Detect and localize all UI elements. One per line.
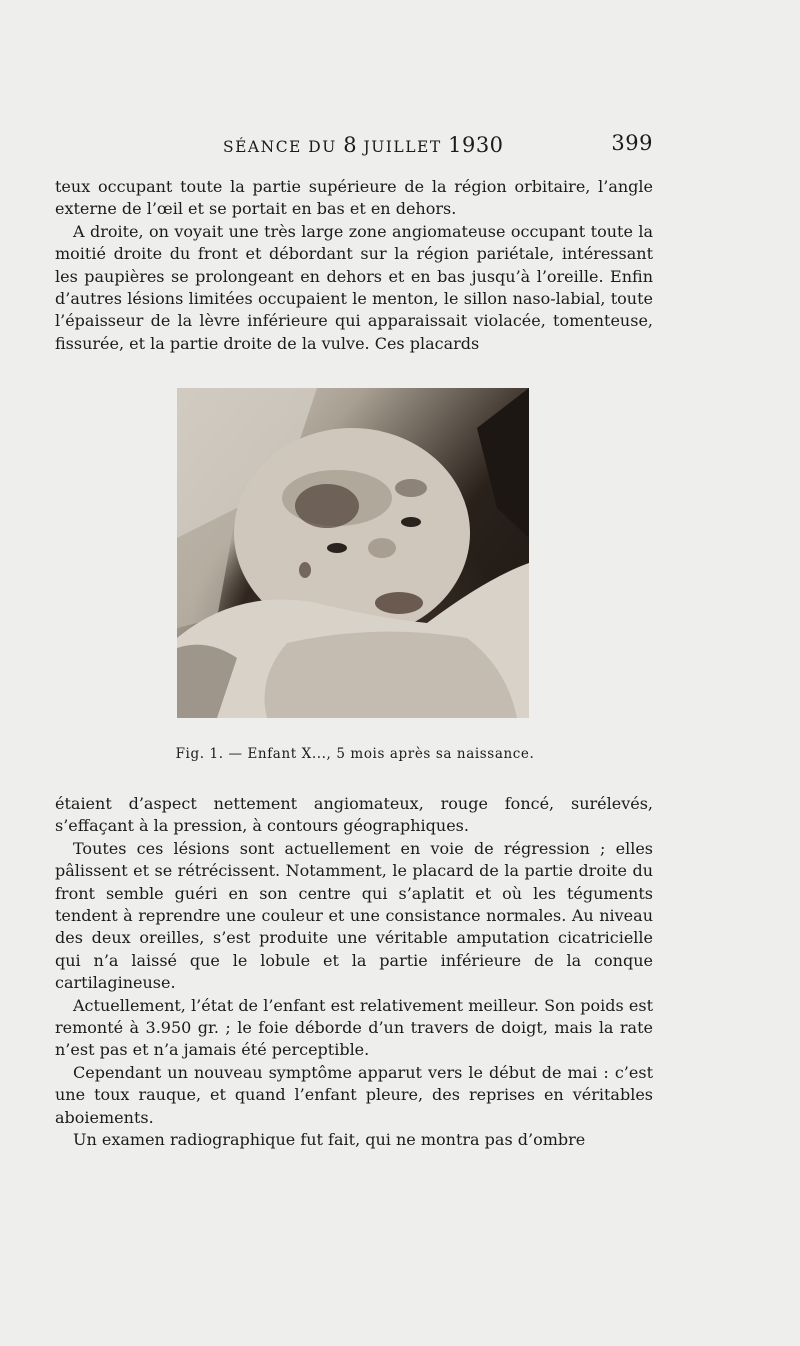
header-title-month: JUILLET <box>357 138 449 156</box>
paragraph: A droite, on voyait une très large zone angiomateuse occupant toute la moitié droite du front et débordant sur la région pariétale, intéressant les paupières se prolongeant en dehors et en bas jusqu’à l’oreille. Enfin d’autres lésions limitées occupaient le menton, le sillon naso-labial, toute l’épaisseur de la lèvre inférieure qui apparaissait violacée, tomenteuse, fissurée, et la partie droite de la vulve. Ces placards <box>55 221 653 353</box>
header-title-day: 8 <box>343 133 358 157</box>
figure-caption: Fig. 1. — Enfant X..., 5 mois après sa naissance. <box>175 746 535 762</box>
header-title <box>223 133 504 157</box>
text-block-bottom <box>55 793 653 1152</box>
paragraph: étaient d’aspect nettement angiomateux, rouge foncé, surélevés, s’effaçant à la pression, à contours géographiques. <box>55 794 653 836</box>
header-title-prefix: SÉANCE DU <box>223 138 344 156</box>
paragraph: teux occupant toute la partie supérieure de la région orbitaire, l’angle externe de l’œil et se portait en bas et en dehors. <box>55 177 653 219</box>
patient-photograph <box>177 388 529 718</box>
paragraph: Cependant un nouveau symptôme apparut vers le début de mai : c’est une toux rauque, et quand l’enfant pleure, des reprises en véritables aboiements. <box>55 1062 653 1127</box>
page-number: 399 <box>611 131 653 155</box>
paragraph: Actuellement, l’état de l’enfant est relativement meilleur. Son poids est remonté à 3.950 gr. ; le foie déborde d’un travers de doigt, mais la rate n’est pas et n’a jamais été perceptible. <box>55 995 653 1060</box>
text-block-top <box>55 176 653 355</box>
photo-illustration <box>177 388 529 718</box>
paragraph: Toutes ces lésions sont actuellement en voie de régression ; elles pâlissent et se rétrécissent. Notamment, le placard de la partie droite du front semble guéri en son centre qui s’aplatit et où les téguments tendent à reprendre une couleur et une consistance normales. Au niveau des deux oreilles, s’est produite une véritable amputation cicatricielle qui n’a laissé que le lobule et la partie inférieure de la conque cartilagineuse. <box>55 838 653 993</box>
paragraph: Un examen radiographique fut fait, qui ne montra pas d’ombre <box>73 1130 586 1150</box>
header-title-year: 1930 <box>448 133 504 157</box>
